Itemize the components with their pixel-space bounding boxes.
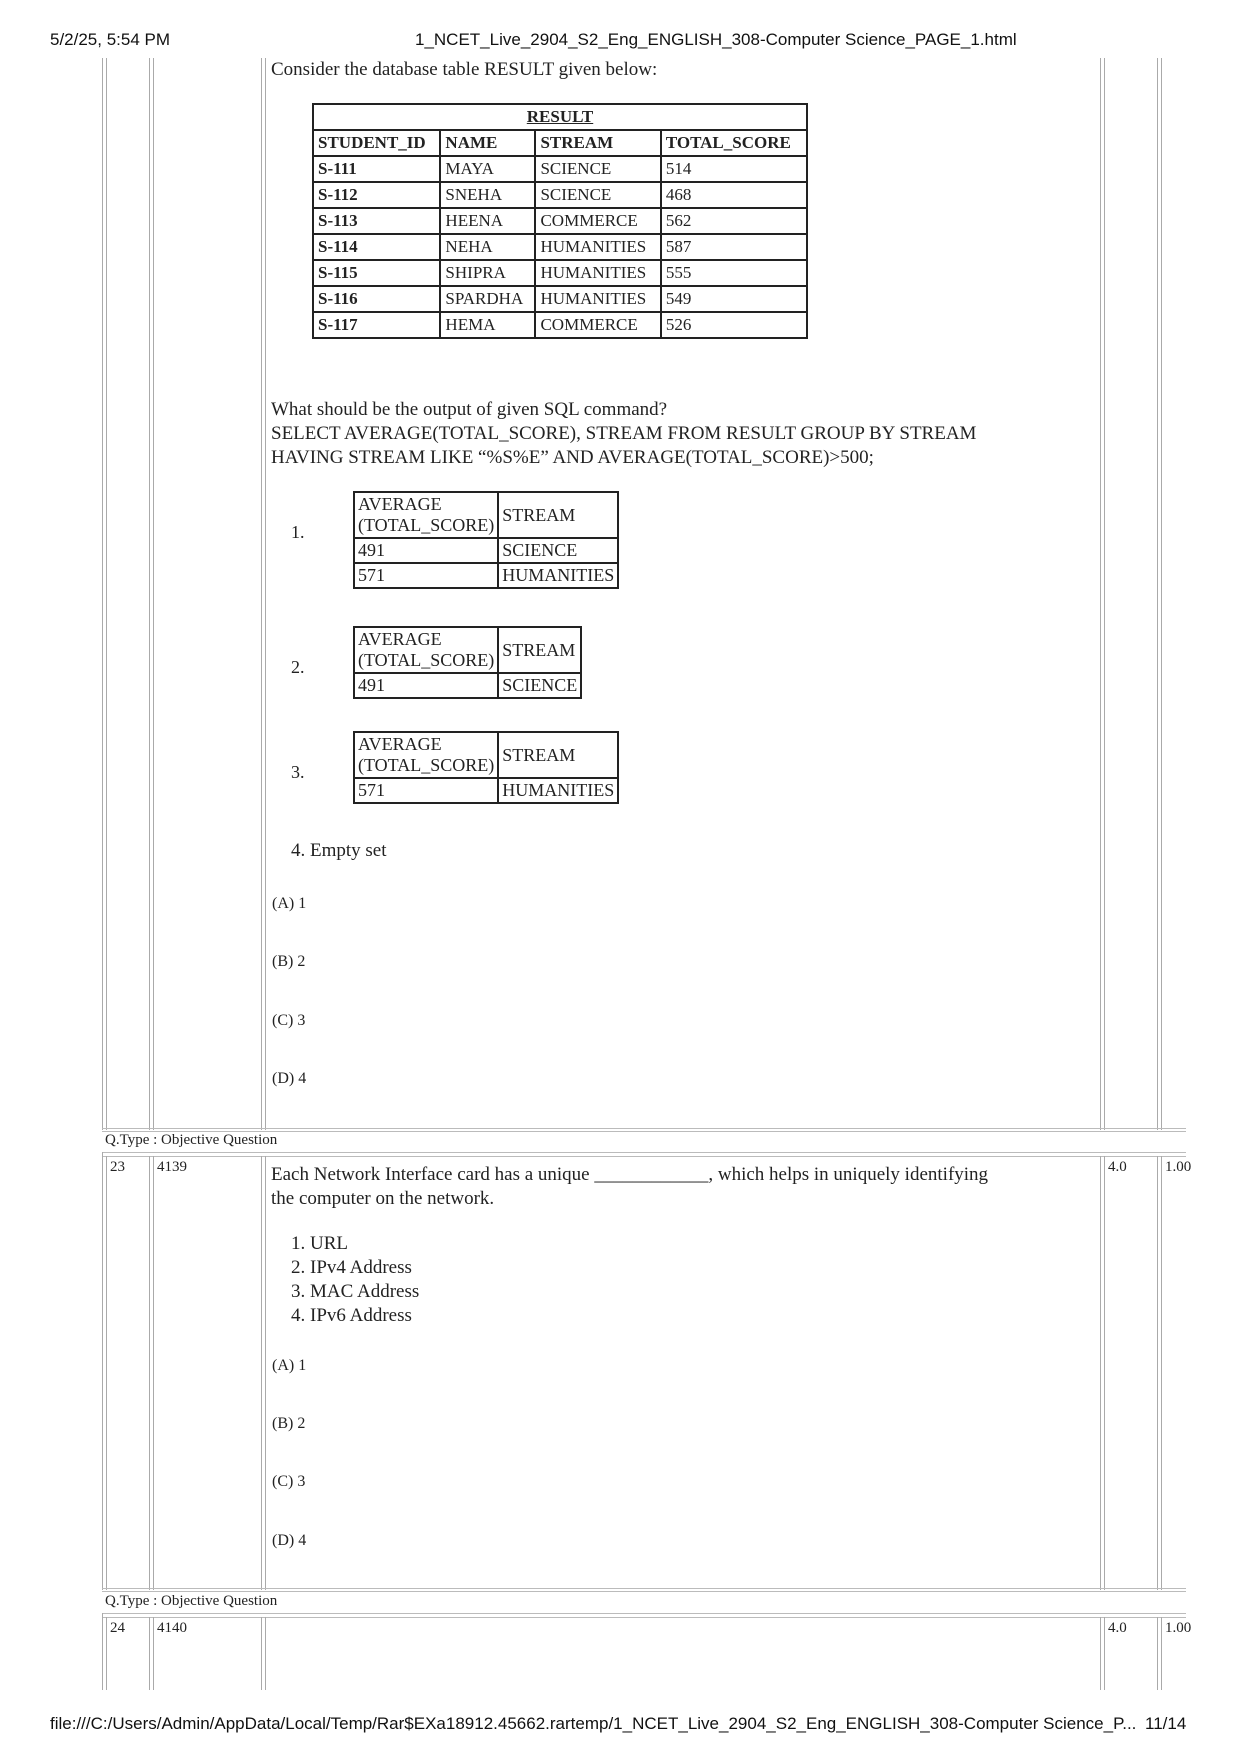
cell-stream: HUMANITIES: [498, 778, 618, 803]
q22-option-b: (B) 2: [272, 953, 306, 970]
cell-name: SHIPRA: [440, 260, 535, 286]
print-datetime: 5/2/25, 5:54 PM: [50, 30, 171, 49]
choice-1-header-average: AVERAGE (TOTAL_SCORE): [354, 492, 498, 538]
q23-option-a: (A) 1: [272, 1357, 307, 1374]
table-row: [313, 208, 807, 234]
qtype-label: Q.Type : Objective Question: [105, 1132, 278, 1148]
cell-average: 571: [354, 563, 498, 588]
cell-name: SPARDHA: [440, 286, 535, 312]
cell-student-id: S-117: [313, 312, 440, 338]
cell-average: 491: [354, 673, 498, 698]
cell-stream: SCIENCE: [498, 673, 581, 698]
choice-3-header-average: AVERAGE (TOTAL_SCORE): [354, 732, 498, 778]
q23-marks: 4.0: [1108, 1159, 1127, 1175]
cell-stream: HUMANITIES: [535, 286, 660, 312]
table-row: [313, 286, 807, 312]
choice-1-table: [353, 491, 619, 589]
q22-intro: Consider the database table RESULT given below:: [271, 59, 658, 80]
table-row: [313, 260, 807, 286]
cell-name: SNEHA: [440, 182, 535, 208]
cell-total-score: 562: [661, 208, 807, 234]
cell-name: MAYA: [440, 156, 535, 182]
table-row: [313, 182, 807, 208]
cell-stream: HUMANITIES: [498, 563, 618, 588]
cell-average: 491: [354, 538, 498, 563]
q22-option-c: (C) 3: [272, 1012, 306, 1029]
table-row: [313, 234, 807, 260]
list-item: 4. IPv6 Address: [291, 1305, 412, 1326]
choice-3-header-stream: STREAM: [498, 732, 618, 778]
q23-serial-number: 23: [110, 1159, 125, 1175]
cell-student-id: S-115: [313, 260, 440, 286]
choice-2-table: [353, 626, 582, 699]
choice-4-empty-set: 4. Empty set: [291, 840, 387, 861]
col-header-total-score: TOTAL_SCORE: [661, 130, 807, 156]
q22-option-d: (D) 4: [272, 1070, 307, 1087]
cell-stream: SCIENCE: [535, 182, 660, 208]
qtype-label: Q.Type : Objective Question: [105, 1593, 278, 1609]
cell-stream: SCIENCE: [498, 538, 618, 563]
col-header-student-id: STUDENT_ID: [313, 130, 440, 156]
col-header-name: NAME: [440, 130, 535, 156]
cell-student-id: S-111: [313, 156, 440, 182]
cell-student-id: S-116: [313, 286, 440, 312]
cell-student-id: S-112: [313, 182, 440, 208]
choice-1-header-stream: STREAM: [498, 492, 618, 538]
cell-total-score: 549: [661, 286, 807, 312]
choice-3-table: [353, 731, 619, 804]
cell-name: NEHA: [440, 234, 535, 260]
cell-total-score: 514: [661, 156, 807, 182]
cell-stream: SCIENCE: [535, 156, 660, 182]
cell-name: HEMA: [440, 312, 535, 338]
choice-1-number: 1.: [291, 522, 305, 542]
q22-option-a: (A) 1: [272, 895, 307, 912]
q22-question-line-3: HAVING STREAM LIKE “%S%E” AND AVERAGE(TOTAL_SCORE)>500;: [271, 447, 874, 468]
cell-stream: COMMERCE: [535, 208, 660, 234]
table-row: [313, 312, 807, 338]
result-table-caption: RESULT: [313, 104, 807, 130]
cell-stream: HUMANITIES: [535, 234, 660, 260]
table-row: [354, 563, 618, 588]
cell-total-score: 468: [661, 182, 807, 208]
print-page-number: 11/14: [1145, 1714, 1187, 1733]
cell-student-id: S-114: [313, 234, 440, 260]
q24-marks: 4.0: [1108, 1620, 1127, 1636]
cell-stream: HUMANITIES: [535, 260, 660, 286]
table-row: [313, 156, 807, 182]
q23-question-id: 4139: [157, 1159, 187, 1175]
q23-option-b: (B) 2: [272, 1415, 306, 1432]
table-row: [354, 778, 618, 803]
cell-name: HEENA: [440, 208, 535, 234]
choice-3-number: 3.: [291, 762, 305, 782]
cell-student-id: S-113: [313, 208, 440, 234]
print-file-path: file:///C:/Users/Admin/AppData/Local/Temp/Rar$EXa18912.45662.rartemp/1_NCET_Live_2904_S2_Eng_ENGLISH_308-Computer Science_P...: [50, 1714, 1137, 1733]
q24-question-id: 4140: [157, 1620, 187, 1636]
table-row: [354, 673, 581, 698]
q23-negative-marks: 1.00: [1165, 1159, 1192, 1175]
list-item: 3. MAC Address: [291, 1281, 420, 1302]
cell-total-score: 587: [661, 234, 807, 260]
q24-serial-number: 24: [110, 1620, 125, 1636]
choice-2-header-stream: STREAM: [498, 627, 581, 673]
cell-total-score: 526: [661, 312, 807, 338]
choice-2-number: 2.: [291, 657, 305, 677]
result-table: [312, 103, 808, 339]
table-row: [354, 538, 618, 563]
choice-2-header-average: AVERAGE (TOTAL_SCORE): [354, 627, 498, 673]
print-document-title: 1_NCET_Live_2904_S2_Eng_ENGLISH_308-Computer Science_PAGE_1.html: [415, 30, 1017, 49]
cell-average: 571: [354, 778, 498, 803]
col-header-stream: STREAM: [535, 130, 660, 156]
q23-option-c: (C) 3: [272, 1473, 306, 1490]
q23-option-d: (D) 4: [272, 1532, 307, 1549]
q23-text-line-2: the computer on the network.: [271, 1188, 495, 1209]
q22-question-line-2: SELECT AVERAGE(TOTAL_SCORE), STREAM FROM RESULT GROUP BY STREAM: [271, 423, 977, 444]
cell-total-score: 555: [661, 260, 807, 286]
q23-text-line-1: Each Network Interface card has a unique ____________, which helps in uniquely identifying: [271, 1164, 989, 1185]
q23-choice-list: [291, 1232, 419, 1328]
q24-negative-marks: 1.00: [1165, 1620, 1192, 1636]
q22-question-line-1: What should be the output of given SQL command?: [271, 399, 668, 420]
list-item: 2. IPv4 Address: [291, 1257, 412, 1278]
list-item: 1. URL: [291, 1233, 348, 1254]
cell-stream: COMMERCE: [535, 312, 660, 338]
